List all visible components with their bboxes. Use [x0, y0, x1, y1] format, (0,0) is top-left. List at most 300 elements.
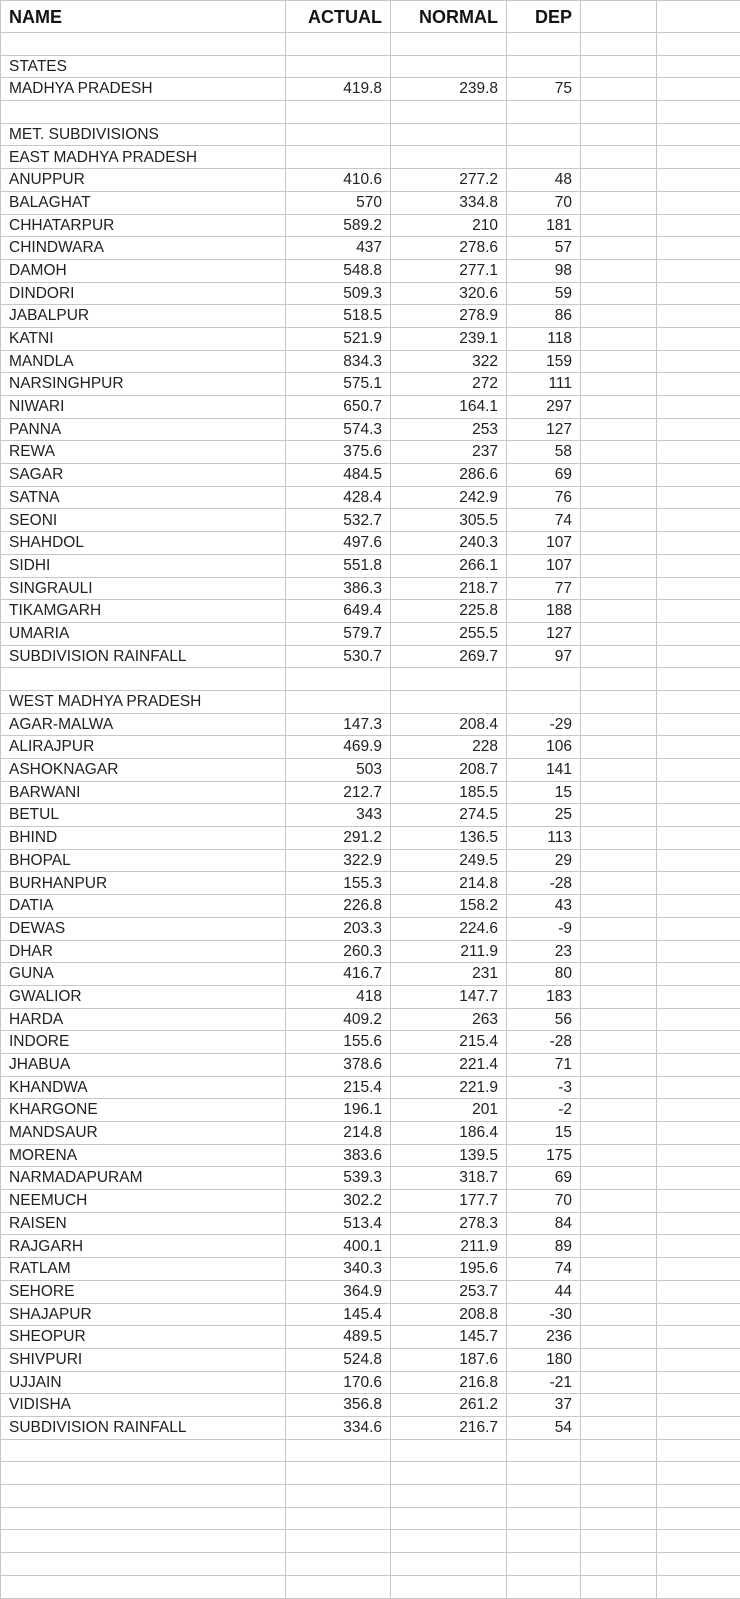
cell-name[interactable]	[1, 1507, 286, 1530]
cell-normal[interactable]	[391, 123, 507, 146]
cell-actual[interactable]: 521.9	[286, 327, 391, 350]
cell-normal[interactable]: 274.5	[391, 804, 507, 827]
cell-dep[interactable]: 89	[507, 1235, 581, 1258]
cell-actual[interactable]: 215.4	[286, 1076, 391, 1099]
cell-blank2[interactable]	[657, 486, 740, 509]
cell-name[interactable]: ANUPPUR	[1, 169, 286, 192]
cell-dep[interactable]: 71	[507, 1053, 581, 1076]
cell-dep[interactable]: 98	[507, 259, 581, 282]
cell-actual[interactable]: 364.9	[286, 1280, 391, 1303]
cell-blank2[interactable]	[657, 963, 740, 986]
cell-name[interactable]	[1, 1462, 286, 1485]
cell-dep[interactable]: 54	[507, 1416, 581, 1439]
cell-blank1[interactable]	[581, 1394, 657, 1417]
cell-normal[interactable]: 211.9	[391, 940, 507, 963]
cell-normal[interactable]: 320.6	[391, 282, 507, 305]
cell-blank2[interactable]	[657, 1099, 740, 1122]
cell-dep[interactable]: 23	[507, 940, 581, 963]
cell-dep[interactable]: 107	[507, 532, 581, 555]
cell-dep[interactable]: 57	[507, 237, 581, 260]
cell-blank2[interactable]	[657, 1144, 740, 1167]
cell-blank1[interactable]	[581, 940, 657, 963]
cell-dep[interactable]: 118	[507, 327, 581, 350]
cell-dep[interactable]: 80	[507, 963, 581, 986]
cell-blank1[interactable]	[581, 849, 657, 872]
cell-dep[interactable]: 70	[507, 191, 581, 214]
cell-normal[interactable]: 305.5	[391, 509, 507, 532]
cell-actual[interactable]	[286, 55, 391, 78]
cell-name[interactable]: ASHOKNAGAR	[1, 759, 286, 782]
cell-actual[interactable]: 513.4	[286, 1212, 391, 1235]
cell-actual[interactable]	[286, 690, 391, 713]
cell-actual[interactable]: 497.6	[286, 532, 391, 555]
cell-normal[interactable]: 228	[391, 736, 507, 759]
cell-blank2[interactable]	[657, 1485, 740, 1508]
cell-dep[interactable]	[507, 33, 581, 56]
cell-blank2[interactable]	[657, 55, 740, 78]
cell-dep[interactable]	[507, 1485, 581, 1508]
cell-actual[interactable]	[286, 1462, 391, 1485]
cell-normal[interactable]: 218.7	[391, 577, 507, 600]
cell-blank1[interactable]	[581, 645, 657, 668]
cell-blank2[interactable]	[657, 350, 740, 373]
cell-normal[interactable]	[391, 1507, 507, 1530]
cell-dep[interactable]: 141	[507, 759, 581, 782]
cell-name[interactable]: BETUL	[1, 804, 286, 827]
cell-normal[interactable]: 177.7	[391, 1190, 507, 1213]
cell-blank1[interactable]	[581, 55, 657, 78]
cell-blank1[interactable]	[581, 532, 657, 555]
cell-blank1[interactable]	[581, 759, 657, 782]
cell-actual[interactable]	[286, 1485, 391, 1508]
cell-actual[interactable]: 416.7	[286, 963, 391, 986]
cell-blank1[interactable]	[581, 1371, 657, 1394]
cell-blank2[interactable]	[657, 259, 740, 282]
cell-dep[interactable]: -3	[507, 1076, 581, 1099]
cell-normal[interactable]: 214.8	[391, 872, 507, 895]
cell-blank1[interactable]	[581, 350, 657, 373]
cell-actual[interactable]: 539.3	[286, 1167, 391, 1190]
cell-blank1[interactable]	[581, 1235, 657, 1258]
cell-name[interactable]: SINGRAULI	[1, 577, 286, 600]
cell-blank2[interactable]	[657, 1167, 740, 1190]
cell-name[interactable]: BHOPAL	[1, 849, 286, 872]
cell-name[interactable]	[1, 1530, 286, 1553]
cell-actual[interactable]: 548.8	[286, 259, 391, 282]
cell-normal[interactable]: 261.2	[391, 1394, 507, 1417]
cell-name[interactable]: RAISEN	[1, 1212, 286, 1235]
cell-normal[interactable]	[391, 146, 507, 169]
cell-blank2[interactable]	[657, 305, 740, 328]
cell-blank2[interactable]	[657, 1280, 740, 1303]
cell-normal[interactable]	[391, 33, 507, 56]
cell-blank2[interactable]	[657, 418, 740, 441]
cell-dep[interactable]	[507, 1439, 581, 1462]
cell-blank2[interactable]	[657, 1507, 740, 1530]
cell-blank2[interactable]	[657, 554, 740, 577]
cell-name[interactable]	[1, 668, 286, 691]
cell-normal[interactable]: 201	[391, 1099, 507, 1122]
cell-dep[interactable]: 74	[507, 1258, 581, 1281]
cell-actual[interactable]: 834.3	[286, 350, 391, 373]
cell-actual[interactable]: 503	[286, 759, 391, 782]
cell-normal[interactable]: 240.3	[391, 532, 507, 555]
cell-blank1[interactable]	[581, 985, 657, 1008]
cell-normal[interactable]: 208.7	[391, 759, 507, 782]
cell-dep[interactable]: 181	[507, 214, 581, 237]
cell-blank1[interactable]	[581, 418, 657, 441]
cell-normal[interactable]: 255.5	[391, 622, 507, 645]
cell-actual[interactable]: 383.6	[286, 1144, 391, 1167]
cell-name[interactable]: MADHYA PRADESH	[1, 78, 286, 101]
cell-blank1[interactable]	[581, 1258, 657, 1281]
cell-name[interactable]: BHIND	[1, 827, 286, 850]
cell-normal[interactable]: 286.6	[391, 464, 507, 487]
cell-blank2[interactable]	[657, 1008, 740, 1031]
cell-name[interactable]: SAGAR	[1, 464, 286, 487]
cell-dep[interactable]: 15	[507, 1122, 581, 1145]
cell-dep[interactable]: -9	[507, 917, 581, 940]
cell-normal[interactable]: 225.8	[391, 600, 507, 623]
cell-name[interactable]: CHHATARPUR	[1, 214, 286, 237]
cell-dep[interactable]: -29	[507, 713, 581, 736]
cell-blank2[interactable]	[657, 917, 740, 940]
cell-dep[interactable]: 107	[507, 554, 581, 577]
cell-normal[interactable]: 263	[391, 1008, 507, 1031]
cell-blank1[interactable]	[581, 1053, 657, 1076]
cell-blank2[interactable]	[657, 1258, 740, 1281]
cell-actual[interactable]: 196.1	[286, 1099, 391, 1122]
cell-blank1[interactable]	[581, 1439, 657, 1462]
cell-name[interactable]: EAST MADHYA PRADESH	[1, 146, 286, 169]
cell-blank2[interactable]	[657, 985, 740, 1008]
cell-name[interactable]: SUBDIVISION RAINFALL	[1, 645, 286, 668]
cell-normal[interactable]	[391, 1553, 507, 1576]
cell-name[interactable]: GWALIOR	[1, 985, 286, 1008]
cell-blank1[interactable]	[581, 373, 657, 396]
cell-actual[interactable]: 579.7	[286, 622, 391, 645]
cell-normal[interactable]: 278.6	[391, 237, 507, 260]
cell-blank2[interactable]	[657, 464, 740, 487]
cell-dep[interactable]	[507, 1575, 581, 1598]
cell-blank1[interactable]	[581, 464, 657, 487]
cell-actual[interactable]: 437	[286, 237, 391, 260]
cell-normal[interactable]: 266.1	[391, 554, 507, 577]
cell-actual[interactable]: 418	[286, 985, 391, 1008]
cell-dep[interactable]	[507, 1553, 581, 1576]
cell-dep[interactable]: 25	[507, 804, 581, 827]
cell-blank2[interactable]	[657, 849, 740, 872]
cell-blank2[interactable]	[657, 804, 740, 827]
cell-name[interactable]: STATES	[1, 55, 286, 78]
cell-blank1[interactable]	[581, 78, 657, 101]
cell-name[interactable]: SEHORE	[1, 1280, 286, 1303]
cell-actual[interactable]: 551.8	[286, 554, 391, 577]
cell-actual[interactable]	[286, 1439, 391, 1462]
cell-dep[interactable]: 15	[507, 781, 581, 804]
cell-dep[interactable]: -2	[507, 1099, 581, 1122]
cell-blank1[interactable]	[581, 1575, 657, 1598]
cell-blank1[interactable]	[581, 872, 657, 895]
cell-blank1[interactable]	[581, 690, 657, 713]
cell-actual[interactable]: 518.5	[286, 305, 391, 328]
cell-name[interactable]: DATIA	[1, 895, 286, 918]
cell-name[interactable]	[1, 1575, 286, 1598]
cell-normal[interactable]	[391, 668, 507, 691]
cell-blank2[interactable]	[657, 532, 740, 555]
cell-blank1[interactable]	[581, 1167, 657, 1190]
cell-name[interactable]	[1, 33, 286, 56]
cell-dep[interactable]: 113	[507, 827, 581, 850]
cell-blank2[interactable]	[657, 577, 740, 600]
cell-actual[interactable]: 155.3	[286, 872, 391, 895]
cell-name[interactable]: SEONI	[1, 509, 286, 532]
cell-name[interactable]	[1, 101, 286, 124]
cell-dep[interactable]	[507, 668, 581, 691]
cell-dep[interactable]: 111	[507, 373, 581, 396]
column-header-normal[interactable]: NORMAL	[391, 1, 507, 33]
cell-dep[interactable]: 77	[507, 577, 581, 600]
cell-name[interactable]: KHARGONE	[1, 1099, 286, 1122]
cell-name[interactable]: NIWARI	[1, 396, 286, 419]
cell-actual[interactable]: 375.6	[286, 441, 391, 464]
cell-normal[interactable]	[391, 1439, 507, 1462]
cell-blank1[interactable]	[581, 1303, 657, 1326]
cell-blank2[interactable]	[657, 1530, 740, 1553]
cell-blank1[interactable]	[581, 486, 657, 509]
cell-blank1[interactable]	[581, 237, 657, 260]
cell-actual[interactable]: 570	[286, 191, 391, 214]
cell-blank1[interactable]	[581, 33, 657, 56]
cell-actual[interactable]: 340.3	[286, 1258, 391, 1281]
cell-actual[interactable]	[286, 123, 391, 146]
cell-name[interactable]: AGAR-MALWA	[1, 713, 286, 736]
cell-normal[interactable]: 322	[391, 350, 507, 373]
cell-blank2[interactable]	[657, 940, 740, 963]
cell-blank1[interactable]	[581, 804, 657, 827]
cell-actual[interactable]: 489.5	[286, 1326, 391, 1349]
cell-normal[interactable]: 208.4	[391, 713, 507, 736]
cell-normal[interactable]: 239.1	[391, 327, 507, 350]
cell-name[interactable]	[1, 1553, 286, 1576]
cell-normal[interactable]: 208.8	[391, 1303, 507, 1326]
cell-blank2[interactable]	[657, 1439, 740, 1462]
cell-dep[interactable]: 84	[507, 1212, 581, 1235]
cell-dep[interactable]: 70	[507, 1190, 581, 1213]
cell-actual[interactable]	[286, 668, 391, 691]
cell-blank1[interactable]	[581, 1076, 657, 1099]
cell-name[interactable]: SHEOPUR	[1, 1326, 286, 1349]
cell-dep[interactable]: -28	[507, 1031, 581, 1054]
cell-blank1[interactable]	[581, 214, 657, 237]
cell-blank1[interactable]	[581, 1031, 657, 1054]
cell-name[interactable]: PANNA	[1, 418, 286, 441]
cell-dep[interactable]: 183	[507, 985, 581, 1008]
cell-name[interactable]: KHANDWA	[1, 1076, 286, 1099]
cell-dep[interactable]: 69	[507, 464, 581, 487]
cell-name[interactable]: WEST MADHYA PRADESH	[1, 690, 286, 713]
cell-name[interactable]: UMARIA	[1, 622, 286, 645]
cell-name[interactable]: SHAHDOL	[1, 532, 286, 555]
cell-normal[interactable]: 210	[391, 214, 507, 237]
cell-normal[interactable]: 277.1	[391, 259, 507, 282]
cell-normal[interactable]: 278.9	[391, 305, 507, 328]
cell-name[interactable]	[1, 1439, 286, 1462]
cell-name[interactable]: SHAJAPUR	[1, 1303, 286, 1326]
cell-actual[interactable]: 509.3	[286, 282, 391, 305]
cell-blank1[interactable]	[581, 1553, 657, 1576]
cell-blank2[interactable]	[657, 736, 740, 759]
cell-blank2[interactable]	[657, 1575, 740, 1598]
cell-actual[interactable]: 428.4	[286, 486, 391, 509]
cell-name[interactable]: BURHANPUR	[1, 872, 286, 895]
cell-blank1[interactable]	[581, 1190, 657, 1213]
cell-name[interactable]: JHABUA	[1, 1053, 286, 1076]
cell-blank1[interactable]	[581, 1008, 657, 1031]
cell-dep[interactable]	[507, 1507, 581, 1530]
cell-actual[interactable]: 650.7	[286, 396, 391, 419]
cell-name[interactable]: NEEMUCH	[1, 1190, 286, 1213]
cell-name[interactable]: INDORE	[1, 1031, 286, 1054]
cell-blank1[interactable]	[581, 1122, 657, 1145]
cell-actual[interactable]	[286, 1553, 391, 1576]
cell-blank1[interactable]	[581, 895, 657, 918]
cell-dep[interactable]	[507, 1530, 581, 1553]
cell-actual[interactable]: 378.6	[286, 1053, 391, 1076]
cell-blank1[interactable]	[581, 1326, 657, 1349]
cell-actual[interactable]: 400.1	[286, 1235, 391, 1258]
cell-dep[interactable]: 188	[507, 600, 581, 623]
cell-name[interactable]: BALAGHAT	[1, 191, 286, 214]
cell-actual[interactable]: 419.8	[286, 78, 391, 101]
cell-dep[interactable]: 69	[507, 1167, 581, 1190]
cell-name[interactable]: SHIVPURI	[1, 1348, 286, 1371]
cell-blank1[interactable]	[581, 827, 657, 850]
cell-blank2[interactable]	[657, 237, 740, 260]
cell-dep[interactable]	[507, 123, 581, 146]
cell-blank2[interactable]	[657, 441, 740, 464]
cell-blank2[interactable]	[657, 1212, 740, 1235]
cell-actual[interactable]	[286, 1575, 391, 1598]
cell-blank2[interactable]	[657, 1416, 740, 1439]
cell-blank2[interactable]	[657, 668, 740, 691]
cell-blank2[interactable]	[657, 146, 740, 169]
cell-dep[interactable]: -28	[507, 872, 581, 895]
cell-blank1[interactable]	[581, 554, 657, 577]
cell-blank1[interactable]	[581, 1280, 657, 1303]
cell-actual[interactable]: 260.3	[286, 940, 391, 963]
cell-blank2[interactable]	[657, 396, 740, 419]
cell-actual[interactable]: 334.6	[286, 1416, 391, 1439]
cell-actual[interactable]	[286, 146, 391, 169]
cell-blank2[interactable]	[657, 1326, 740, 1349]
cell-actual[interactable]: 589.2	[286, 214, 391, 237]
cell-normal[interactable]	[391, 1485, 507, 1508]
cell-name[interactable]: RAJGARH	[1, 1235, 286, 1258]
cell-actual[interactable]: 532.7	[286, 509, 391, 532]
cell-normal[interactable]	[391, 55, 507, 78]
cell-dep[interactable]	[507, 55, 581, 78]
cell-normal[interactable]	[391, 690, 507, 713]
cell-actual[interactable]: 386.3	[286, 577, 391, 600]
cell-name[interactable]: MORENA	[1, 1144, 286, 1167]
column-header-name[interactable]: NAME	[1, 1, 286, 33]
cell-normal[interactable]: 221.9	[391, 1076, 507, 1099]
cell-normal[interactable]	[391, 1530, 507, 1553]
cell-actual[interactable]: 291.2	[286, 827, 391, 850]
cell-blank2[interactable]	[657, 1553, 740, 1576]
cell-dep[interactable]	[507, 1462, 581, 1485]
cell-normal[interactable]: 253.7	[391, 1280, 507, 1303]
cell-normal[interactable]: 249.5	[391, 849, 507, 872]
cell-blank1[interactable]	[581, 1144, 657, 1167]
cell-normal[interactable]: 239.8	[391, 78, 507, 101]
cell-blank1[interactable]	[581, 577, 657, 600]
cell-blank2[interactable]	[657, 214, 740, 237]
cell-dep[interactable]: 97	[507, 645, 581, 668]
cell-dep[interactable]: 180	[507, 1348, 581, 1371]
cell-name[interactable]: DHAR	[1, 940, 286, 963]
cell-normal[interactable]: 216.7	[391, 1416, 507, 1439]
cell-blank1[interactable]	[581, 622, 657, 645]
cell-blank2[interactable]	[657, 827, 740, 850]
cell-name[interactable]: GUNA	[1, 963, 286, 986]
cell-blank2[interactable]	[657, 373, 740, 396]
cell-actual[interactable]: 302.2	[286, 1190, 391, 1213]
column-header-blank1[interactable]	[581, 1, 657, 33]
cell-normal[interactable]: 195.6	[391, 1258, 507, 1281]
cell-blank2[interactable]	[657, 327, 740, 350]
cell-blank2[interactable]	[657, 101, 740, 124]
cell-actual[interactable]: 524.8	[286, 1348, 391, 1371]
cell-blank2[interactable]	[657, 622, 740, 645]
cell-blank2[interactable]	[657, 191, 740, 214]
cell-normal[interactable]: 278.3	[391, 1212, 507, 1235]
cell-normal[interactable]: 231	[391, 963, 507, 986]
cell-dep[interactable]: 297	[507, 396, 581, 419]
cell-normal[interactable]	[391, 1575, 507, 1598]
cell-blank2[interactable]	[657, 1235, 740, 1258]
cell-dep[interactable]	[507, 690, 581, 713]
cell-blank2[interactable]	[657, 759, 740, 782]
cell-blank1[interactable]	[581, 169, 657, 192]
cell-blank1[interactable]	[581, 101, 657, 124]
cell-dep[interactable]: 29	[507, 849, 581, 872]
cell-name[interactable]: DAMOH	[1, 259, 286, 282]
cell-normal[interactable]: 334.8	[391, 191, 507, 214]
cell-blank2[interactable]	[657, 1394, 740, 1417]
cell-name[interactable]: NARMADAPURAM	[1, 1167, 286, 1190]
cell-actual[interactable]: 322.9	[286, 849, 391, 872]
cell-normal[interactable]: 164.1	[391, 396, 507, 419]
cell-name[interactable]: MET. SUBDIVISIONS	[1, 123, 286, 146]
cell-dep[interactable]: 37	[507, 1394, 581, 1417]
cell-normal[interactable]: 145.7	[391, 1326, 507, 1349]
cell-blank1[interactable]	[581, 441, 657, 464]
cell-actual[interactable]: 155.6	[286, 1031, 391, 1054]
cell-blank2[interactable]	[657, 1371, 740, 1394]
cell-dep[interactable]: 58	[507, 441, 581, 464]
cell-blank1[interactable]	[581, 668, 657, 691]
cell-name[interactable]: MANDLA	[1, 350, 286, 373]
cell-blank1[interactable]	[581, 713, 657, 736]
cell-blank1[interactable]	[581, 917, 657, 940]
cell-name[interactable]: RATLAM	[1, 1258, 286, 1281]
cell-blank1[interactable]	[581, 327, 657, 350]
cell-normal[interactable]: 186.4	[391, 1122, 507, 1145]
cell-name[interactable]: MANDSAUR	[1, 1122, 286, 1145]
cell-normal[interactable]: 221.4	[391, 1053, 507, 1076]
